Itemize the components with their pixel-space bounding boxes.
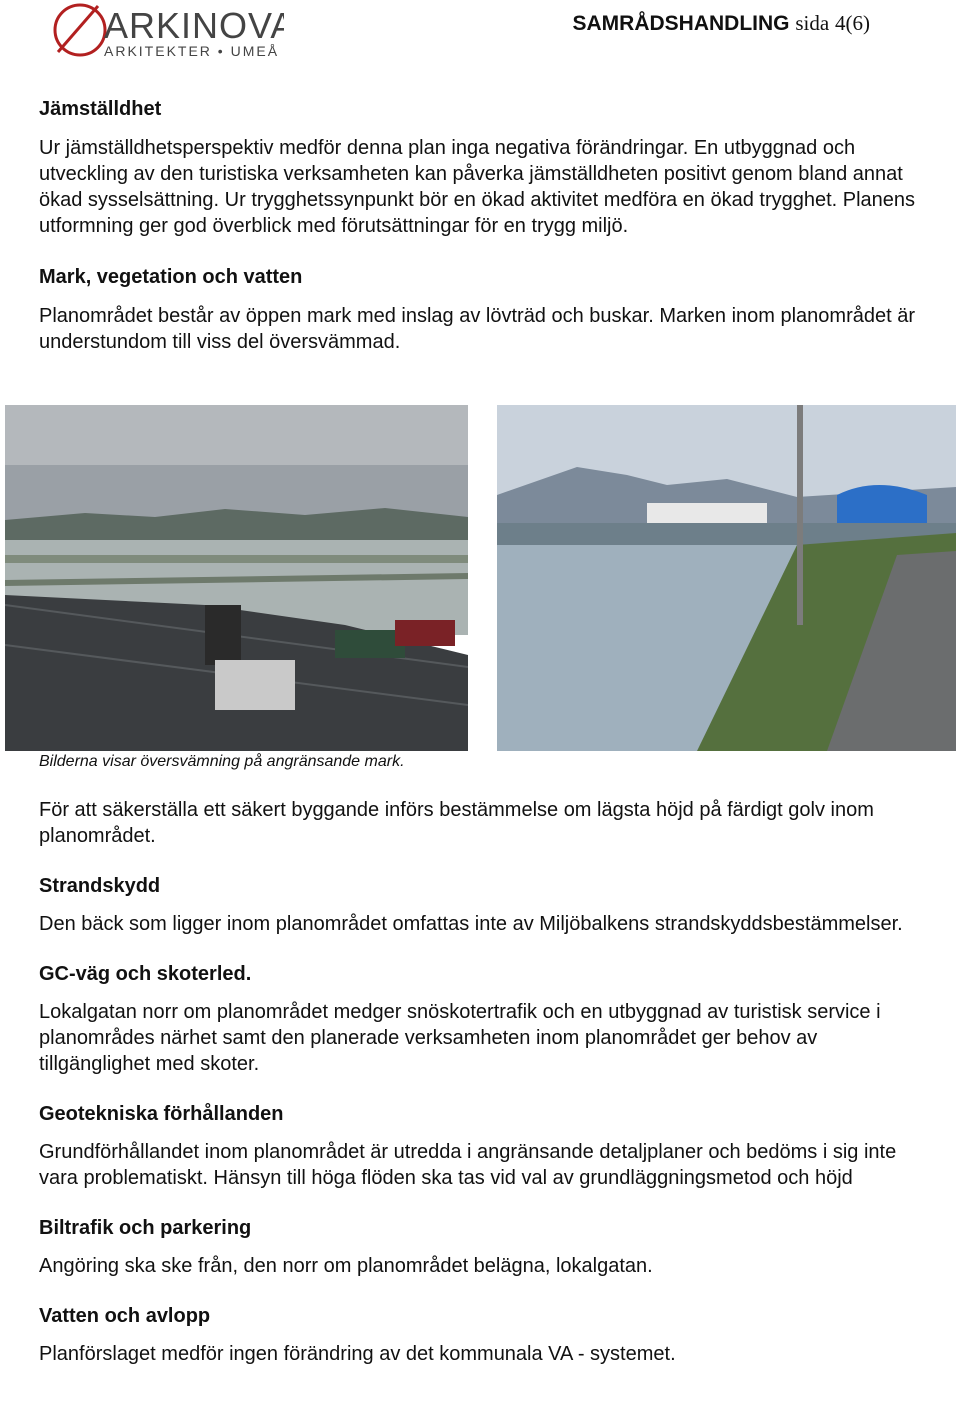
- arkinova-logo: [52, 2, 284, 64]
- heading-gc-vag: GC-väg och skoterled.: [39, 963, 252, 985]
- heading-strandskydd: Strandskydd: [39, 875, 161, 897]
- flood-photo-road: [497, 405, 956, 751]
- flood-photo-rooftop: [5, 405, 468, 751]
- heading-geoteknik: Geotekniska förhållanden: [39, 1103, 284, 1125]
- text-geoteknik: Grundförhållandet inom planområdet är utredda i angränsande detaljplaner och bedöms i sig inte vara problematiskt. Hänsyn till höga flöden ska tas vid val av grundläggningsmetod och höjd: [39, 1141, 897, 1189]
- text-biltrafik: Angöring ska ske från, den norr om planområdet belägna, lokalgatan.: [39, 1255, 653, 1277]
- heading-vatten-avlopp: Vatten och avlopp: [39, 1305, 211, 1327]
- heading-mark: Mark, vegetation och vatten: [39, 266, 303, 288]
- text-jamstalldhet: Ur jämställdhetsperspektiv medför denna plan inga negativa förändringar. En utbyggnad och utveckling av den turistiska verksamheten kan påverka jämställdheten positivt genom bland annat ökad sysselsättning. Ur trygghetssynpunkt bör en ökad aktivitet medföra en ökad trygghet. Planens utformning ger god överblick med förutsättningar för en trygg miljö.: [39, 137, 916, 237]
- text-intro: För att säkerställa ett säkert byggande införs bestämmelse om lägsta höjd på färdigt golv inom planområdet.: [39, 799, 874, 847]
- photo-caption: Bilderna visar översvämning på angränsande mark.: [39, 753, 405, 770]
- text-strandskydd: Den bäck som ligger inom planområdet omfattas inte av Miljöbalkens strandskyddsbestämmelser.: [39, 913, 903, 935]
- lower-content: [39, 797, 930, 1367]
- doc-title: SAMRÅDSHANDLING: [572, 12, 790, 35]
- logo-subtext: ARKITEKTER • UMEÅ: [104, 43, 280, 59]
- heading-jamstalldhet: Jämställdhet: [39, 98, 162, 120]
- photo-row: [5, 405, 956, 753]
- upper-content: [39, 96, 930, 355]
- heading-biltrafik: Biltrafik och parkering: [39, 1217, 252, 1239]
- text-mark: Planområdet består av öppen mark med inslag av lövträd och buskar. Marken inom planområdet är understundom till viss del översvämmad.: [39, 305, 916, 353]
- text-gc-vag: Lokalgatan norr om planområdet medger snöskotertrafik och en utbyggnad av turistisk service i planområdes närhet samt den planerade verksamheten inom planområdet ger behov av tillgänglighet med skoter.: [39, 1001, 881, 1075]
- page-header: [572, 11, 870, 36]
- text-vatten-avlopp: Planförslaget medför ingen förändring av det kommunala VA - systemet.: [39, 1343, 676, 1365]
- page-number: 4(6): [835, 11, 870, 35]
- page-label: sida: [795, 11, 830, 35]
- logo-text: ARKINOVA: [104, 5, 284, 46]
